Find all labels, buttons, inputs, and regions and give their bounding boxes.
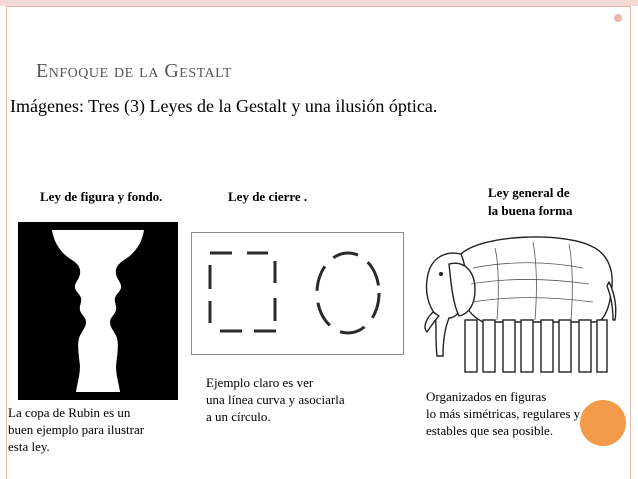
elephant-illusion-image [413,224,619,384]
frame-left-line [6,6,7,479]
figure-ground-caption-line-2: buen ejemplo para ilustrar [8,422,145,437]
slide-subtitle: Imágenes: Tres (3) Leyes de la Gestalt y una ilusión óptica. [10,96,438,116]
frame-right-line [630,6,631,479]
closure-caption-line-2: una línea curva y asociarla [206,392,345,407]
closure-caption-line-3: a un círculo. [206,409,271,424]
closure-caption-line-1: Ejemplo claro es ver [206,375,314,390]
closure-image [191,232,404,355]
good-form-caption-line-1: Organizados en figuras [426,389,547,404]
corner-dot-icon [614,14,622,22]
figure-ground-label: Ley de figura y fondo. [40,189,163,204]
figure-ground-caption-line-3: esta ley. [8,439,50,454]
closure-label: Ley de cierre . [228,189,308,204]
frame-top-line [6,6,631,7]
figure-ground-caption-line-1: La copa de Rubin es un [8,405,131,420]
closure-illustration [192,233,403,354]
good-form-label-line-1: Ley general de [488,185,570,200]
good-form-caption-line-2: lo más simétricas, regulares y [426,406,581,421]
rubin-vase-illustration [18,222,178,400]
highlight-circle [580,400,626,446]
slide-title: Enfoque de la Gestalt [36,60,232,82]
good-form-caption-line-3: estables que sea posible. [426,423,554,438]
good-form-label-line-2: la buena forma [488,203,573,218]
rubin-vase-image [18,222,178,400]
elephant-illustration [413,224,619,384]
